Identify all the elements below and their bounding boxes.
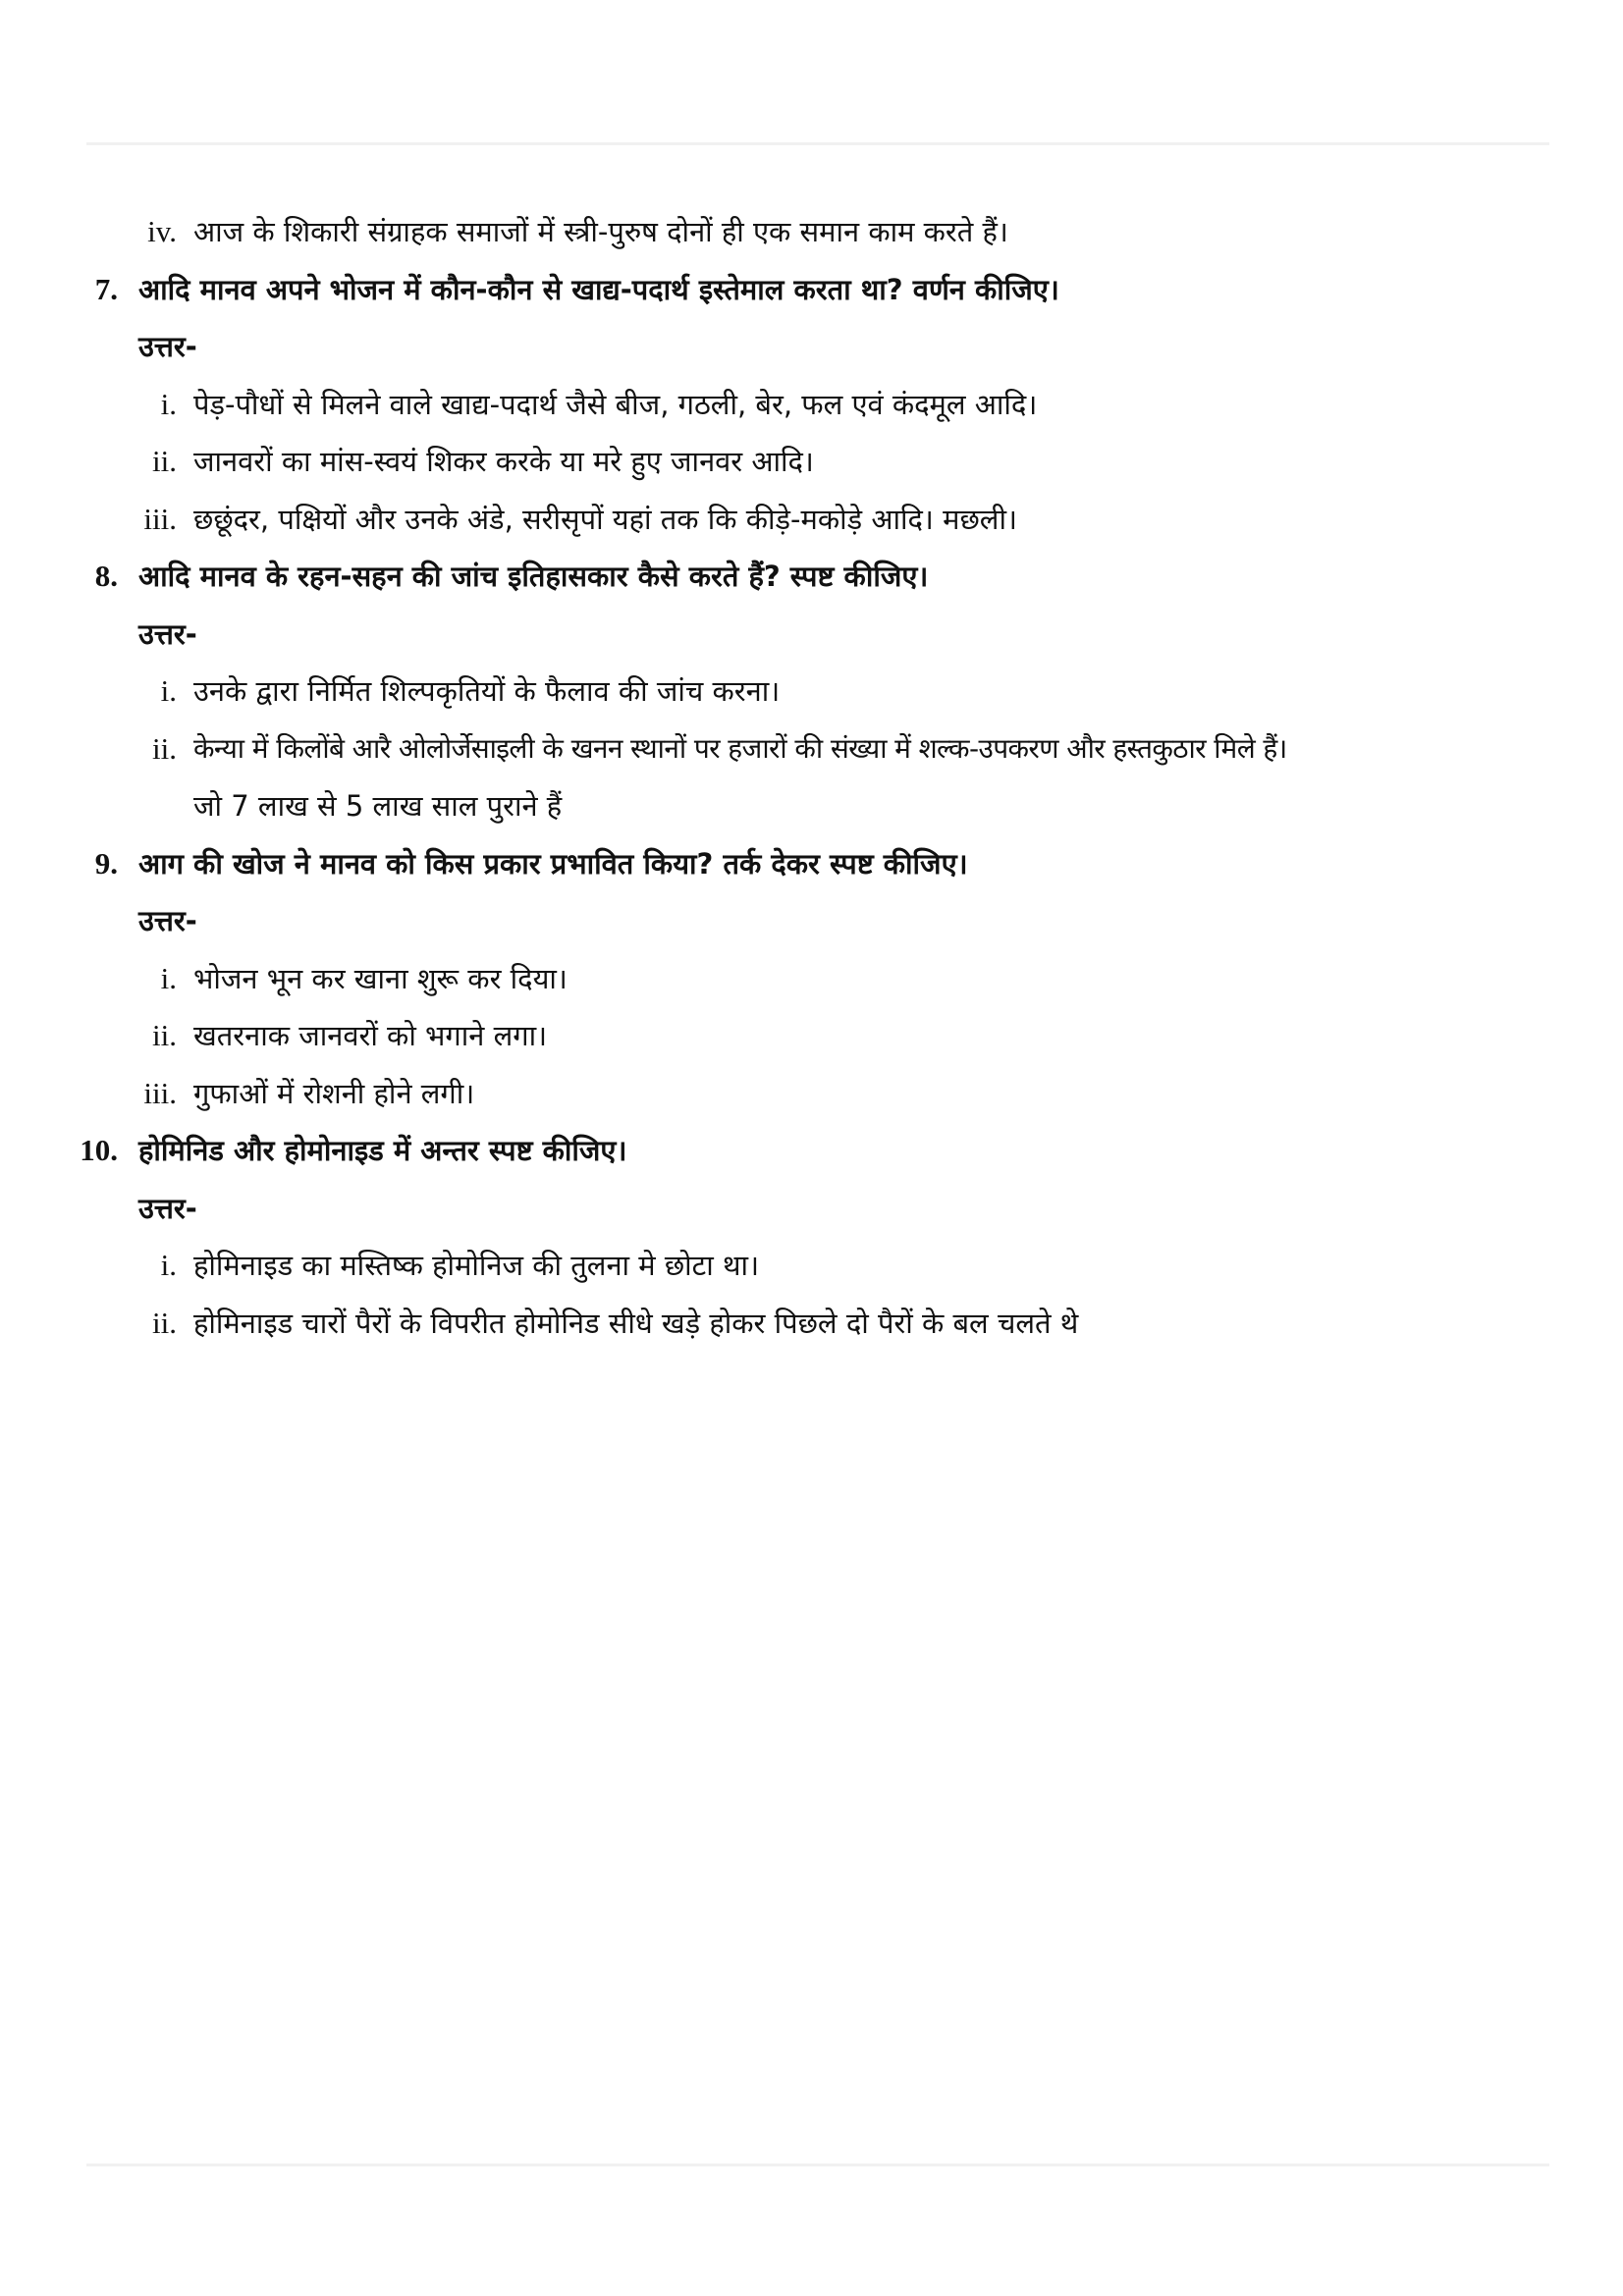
item-text: पेड़-पौधों से मिलने वाले खाद्य-पदार्थ जैसे बीज, गठली, बेर, फल एवं कंदमूल आदि। bbox=[193, 388, 1038, 421]
item-text: खतरनाक जानवरों को भगाने लगा। bbox=[193, 1019, 548, 1052]
answer-label-text: उत्तर- bbox=[138, 330, 197, 363]
item-number: ii. bbox=[152, 1018, 177, 1052]
item-text: होमिनाइड चारों पैरों के विपरीत होमोनिड सीधे खड़े होकर पिछले दो पैरों के बल चलते थे bbox=[193, 1307, 1079, 1340]
item-text: छछूंदर, पक्षियों और उनके अंडे, सरीसृपों यहां तक कि कीड़े-मकोड़े आदि। मछली। bbox=[193, 503, 1017, 536]
question-number: 10. bbox=[80, 1133, 118, 1167]
question-text: आग की खोज ने मानव को किस प्रकार प्रभावित किया? तर्क देकर स्पष्ट कीजिए। bbox=[138, 847, 968, 881]
answer-label-text: उत्तर- bbox=[138, 904, 197, 937]
item-number: iv. bbox=[147, 214, 177, 248]
item-number: ii. bbox=[152, 1306, 177, 1340]
answer-label-text: उत्तर- bbox=[138, 617, 197, 651]
item-number: ii. bbox=[152, 444, 177, 478]
question-number: 7. bbox=[94, 272, 118, 306]
item-text: गुफाओं में रोशनी होने लगी। bbox=[193, 1077, 475, 1110]
question-text: आदि मानव के रहन-सहन की जांच इतिहासकार कैसे करते हैं? स्पष्ट कीजिए। bbox=[138, 560, 929, 593]
item-number: i. bbox=[160, 673, 177, 708]
question-number: 8. bbox=[94, 559, 118, 593]
question-number: 9. bbox=[94, 846, 118, 881]
item-number: i. bbox=[160, 387, 177, 421]
item-number: ii. bbox=[152, 731, 177, 766]
item-text: होमिनाइड का मस्तिष्क होमोनिज की तुलना मे छोटा था। bbox=[193, 1249, 760, 1282]
item-number: i. bbox=[160, 961, 177, 995]
item-text: जानवरों का मांस-स्वयं शिकर करके या मरे हुए जानवर आदि। bbox=[193, 445, 814, 478]
question-text: आदि मानव अपने भोजन में कौन-कौन से खाद्य-पदार्थ इस्तेमाल करता था? वर्णन कीजिए। bbox=[138, 273, 1059, 306]
header-divider bbox=[86, 142, 1549, 145]
item-number: iii. bbox=[143, 502, 177, 536]
item-number: i. bbox=[160, 1248, 177, 1282]
item-text: केन्या में किलोंबे आरै ओलोर्जेसाइली के खनन स्थानों पर हजारों की संख्या में शल्क-उपकरण और हस्तकुठार मिले हैं। bbox=[193, 732, 1287, 765]
item-number: iii. bbox=[143, 1076, 177, 1110]
item-text: उनके द्वारा निर्मित शिल्पकृतियों के फैलाव की जांच करना। bbox=[193, 674, 781, 708]
item-text: जो 7 लाख से 5 लाख साल पुराने हैं bbox=[193, 789, 563, 823]
answer-label-text: उत्तर- bbox=[138, 1192, 197, 1225]
question-text: होमिनिड और होमोनाइड में अन्तर स्पष्ट कीजिए। bbox=[138, 1134, 627, 1167]
item-text: आज के शिकारी संग्राहक समाजों में स्त्री-पुरुष दोनों ही एक समान काम करते हैं। bbox=[193, 215, 1008, 248]
footer-divider bbox=[86, 2163, 1549, 2166]
item-text: भोजन भून कर खाना शुरू कर दिया। bbox=[193, 962, 568, 995]
